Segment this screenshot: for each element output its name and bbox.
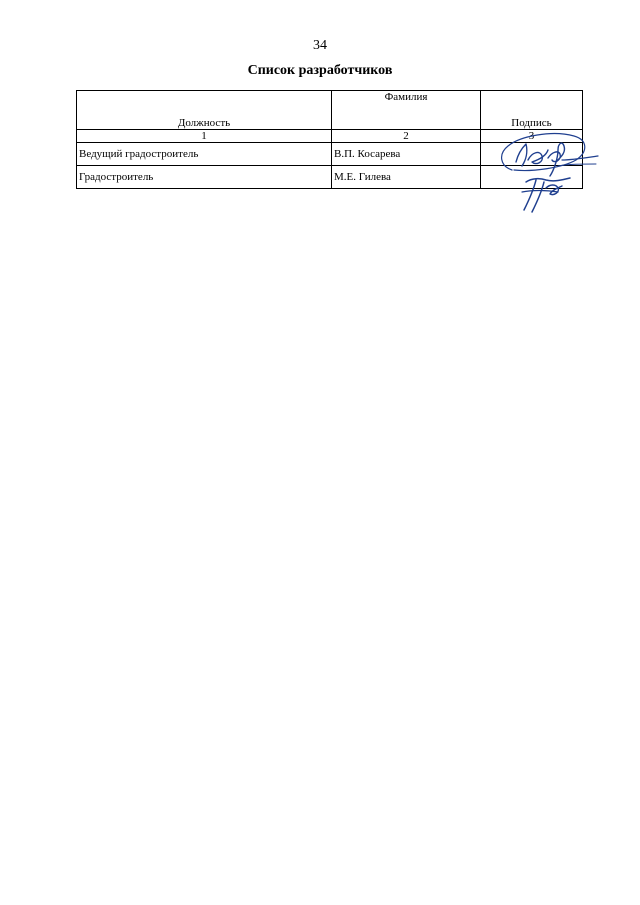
column-number: 1 (77, 130, 332, 143)
header-surname: Фамилия (332, 91, 481, 130)
page-number: 34 (313, 38, 327, 53)
header-position: Должность (77, 91, 332, 130)
position-cell: Градостроитель (77, 166, 332, 189)
signature-strokes (502, 134, 598, 212)
column-number: 3 (481, 130, 583, 143)
handwritten-signature (492, 126, 604, 216)
document-title: Список разработчиков (247, 63, 393, 78)
position-cell: Ведущий градостроитель (77, 143, 332, 166)
surname-cell: М.Е. Гилева (332, 166, 481, 189)
surname-cell: В.П. Косарева (332, 143, 481, 166)
table-header-row (77, 91, 583, 130)
column-number: 2 (332, 130, 481, 143)
header-signature: Подпись (481, 91, 583, 130)
